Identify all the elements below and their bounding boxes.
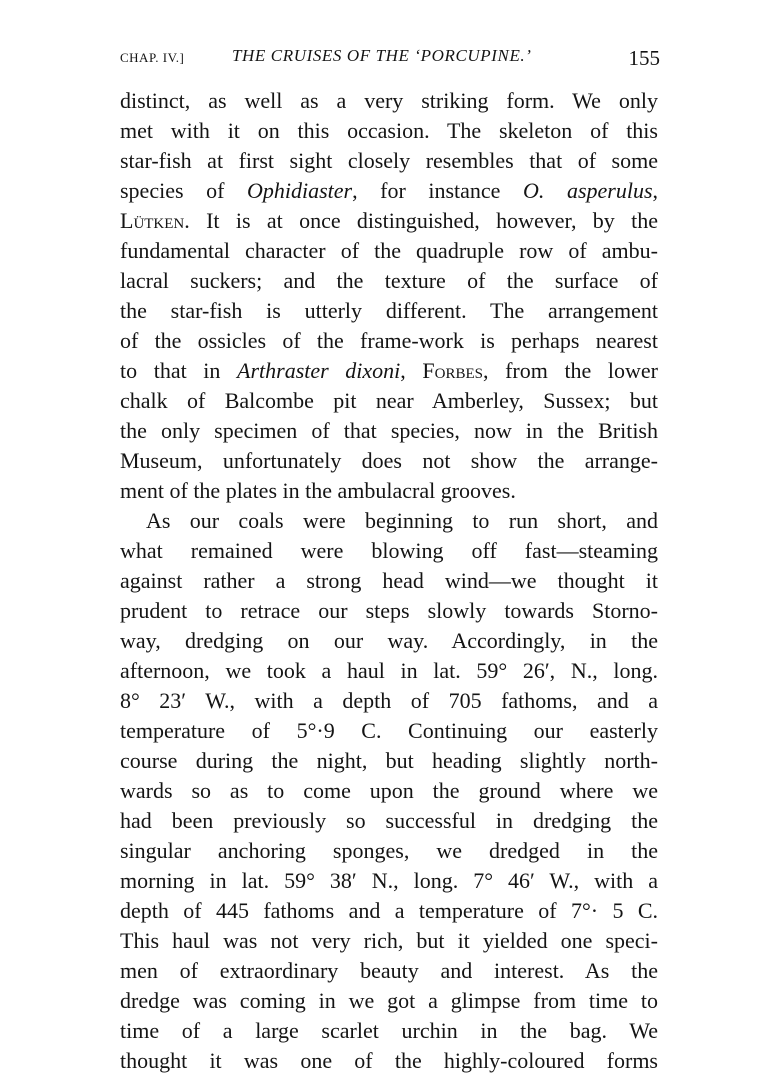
text-line xyxy=(120,1016,658,1046)
chapter-label: CHAP. IV.] xyxy=(120,50,185,65)
line-text: 8° 23′ W., with a depth of 705 fathoms, and a xyxy=(120,688,658,713)
line-text: . It is at once distinguished, however, by the xyxy=(184,208,658,233)
running-title: THE CRUISES OF THE ‘PORCUPINE.’ xyxy=(232,46,532,65)
line-text: morning in lat. 59° 38′ N., long. 7° 46′ W., with a xyxy=(120,868,658,893)
text-line xyxy=(120,176,658,206)
text-line xyxy=(120,836,658,866)
line-text: temperature of 5°·9 C. Continuing our easterly xyxy=(120,718,658,743)
text-line xyxy=(120,446,658,476)
line-text: time of a large scarlet urchin in the bag. We xyxy=(120,1018,658,1043)
smallcaps-name: Forbes xyxy=(422,358,483,383)
line-text: fundamental character of the quadruple row of ambu- xyxy=(120,238,658,263)
text-line xyxy=(120,926,658,956)
text-line xyxy=(120,326,658,356)
line-text: star-fish at first sight closely resembles that of some xyxy=(120,148,658,173)
text-line xyxy=(120,296,658,326)
text-line xyxy=(120,476,658,506)
text-line xyxy=(120,506,658,536)
text-line xyxy=(120,1046,658,1076)
line-text: , for instance xyxy=(352,178,523,203)
line-text: As our coals were beginning to run short, and xyxy=(146,508,658,533)
smallcaps-name: Lütken xyxy=(120,208,185,233)
line-text: species of xyxy=(120,178,247,203)
text-line xyxy=(120,206,658,236)
line-text: of the ossicles of the frame-work is perhaps nearest xyxy=(120,328,658,353)
text-line xyxy=(120,866,658,896)
line-text: thought it was one of the highly-coloured forms xyxy=(120,1048,658,1073)
page-number: 155 xyxy=(628,46,660,70)
line-text: met with it on this occasion. The skeleton of this xyxy=(120,118,658,143)
text-line xyxy=(120,236,658,266)
text-line xyxy=(120,266,658,296)
line-text: afternoon, we took a haul in lat. 59° 26′, N., long. xyxy=(120,658,658,683)
text-line xyxy=(120,386,658,416)
line-text: depth of 445 fathoms and a temperature of 7°· 5 C. xyxy=(120,898,658,923)
line-text: dredge was coming in we got a glimpse from time to xyxy=(120,988,658,1013)
line-text: the star-fish is utterly different. The arrangement xyxy=(120,298,658,323)
text-line xyxy=(120,566,658,596)
line-text: against rather a strong head wind—we thought it xyxy=(120,568,658,593)
text-line xyxy=(120,416,658,446)
text-line xyxy=(120,596,658,626)
text-line xyxy=(120,686,658,716)
text-line xyxy=(120,536,658,566)
text-line xyxy=(120,626,658,656)
line-text: ment of the plates in the ambulacral grooves. xyxy=(120,478,516,503)
line-text: wards so as to come upon the ground where we xyxy=(120,778,658,803)
line-text: chalk of Balcombe pit near Amberley, Sussex; but xyxy=(120,388,658,413)
text-line xyxy=(120,716,658,746)
text-line xyxy=(120,146,658,176)
line-text: way, dredging on our way. Accordingly, in the xyxy=(120,628,658,653)
text-line xyxy=(120,806,658,836)
text-line xyxy=(120,956,658,986)
line-text: had been previously so successful in dredging the xyxy=(120,808,658,833)
line-text: what remained were blowing off fast—steaming xyxy=(120,538,658,563)
text-line xyxy=(120,86,658,116)
text-line xyxy=(120,746,658,776)
body-text xyxy=(120,86,658,1076)
line-text: men of extraordinary beauty and interest. As the xyxy=(120,958,658,983)
line-text: prudent to retrace our steps slowly towards Storno- xyxy=(120,598,658,623)
line-text: course during the night, but heading slightly north- xyxy=(120,748,658,773)
text-line xyxy=(120,656,658,686)
italic-text: O. asperulus xyxy=(523,178,653,203)
line-text: to that in xyxy=(120,358,238,383)
text-line xyxy=(120,986,658,1016)
italic-text: Ophidiaster xyxy=(246,178,353,203)
text-line xyxy=(120,116,658,146)
text-line xyxy=(120,776,658,806)
italic-text: Arthraster dixoni xyxy=(237,358,401,383)
line-text: the only specimen of that species, now in the British xyxy=(120,418,658,443)
running-head xyxy=(120,44,660,74)
line-text: lacral suckers; and the texture of the surface of xyxy=(120,268,658,293)
line-text: , xyxy=(652,178,658,203)
line-text: , xyxy=(400,358,423,383)
line-text: This haul was not very rich, but it yielded one speci- xyxy=(120,928,658,953)
text-line xyxy=(120,896,658,926)
text-line xyxy=(120,356,658,386)
line-text: distinct, as well as a very striking form. We only xyxy=(120,88,658,113)
line-text: , from the lower xyxy=(482,358,658,383)
line-text: Museum, unfortunately does not show the arrange- xyxy=(120,448,658,473)
line-text: singular anchoring sponges, we dredged in the xyxy=(120,838,658,863)
